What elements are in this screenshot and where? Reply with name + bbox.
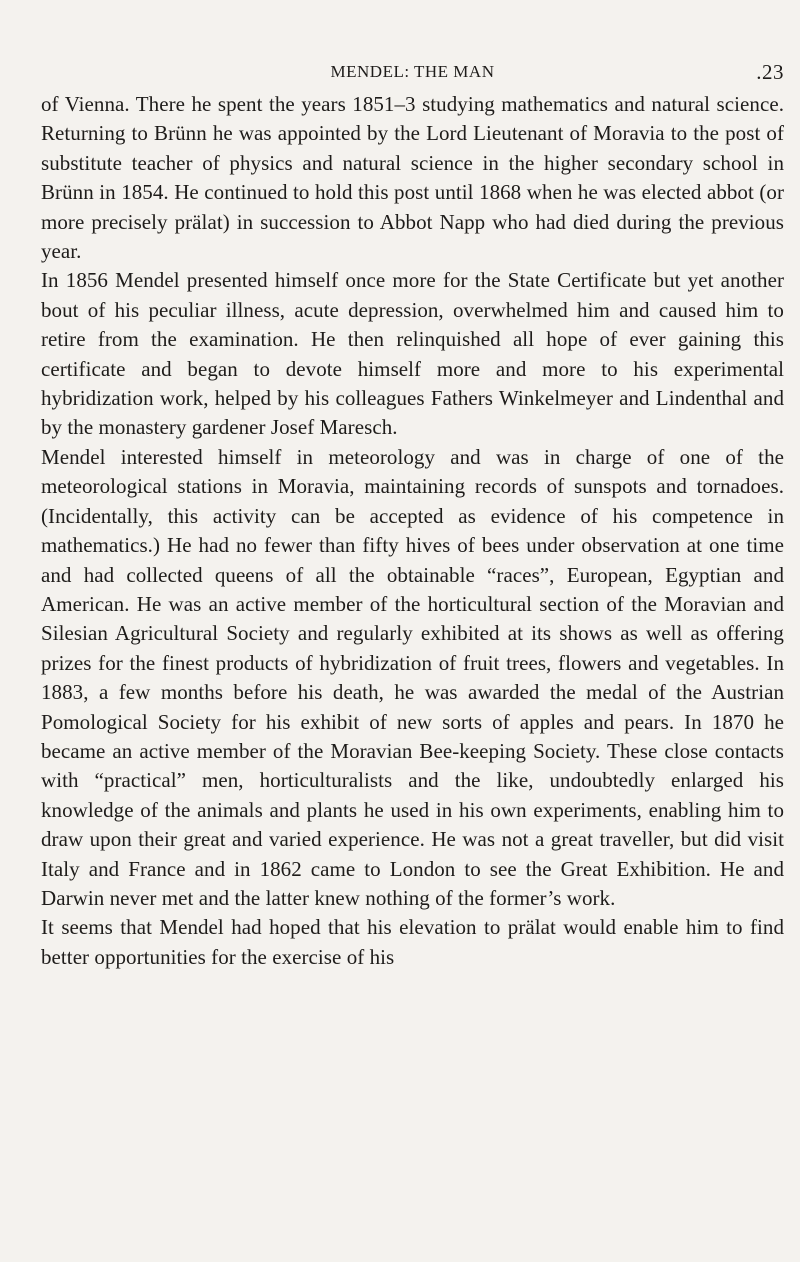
body-text xyxy=(41,90,784,972)
book-page xyxy=(41,60,784,972)
running-head xyxy=(41,60,784,90)
paragraph-2: In 1856 Mendel presented himself once more for the State Certificate but yet another bout of his peculiar illness, acute depression, overwhelmed him and caused him to retire from the examination. He then relinquished all hope of ever gaining this certificate and began to devote himself more and more to his experimental hybridization work, helped by his colleagues Fathers Winkelmeyer and Lindenthal and by the monastery gardener Josef Maresch. xyxy=(41,268,784,440)
paragraph-4: It seems that Mendel had hoped that his elevation to prälat would enable him to find better opportunities for the exercise of his xyxy=(41,915,784,969)
paragraph-3: Mendel interested himself in meteorology and was in charge of one of the meteorological stations in Moravia, maintaining records of sunspots and tornadoes. (Incidentally, this activity can be accepted as evidence of his competence in mathematics.) He had no fewer than fifty hives of bees under observation at one time and had collected queens of all the obtainable “races”, European, Egyptian and American. He was an active member of the horticultural section of the Moravian and Silesian Agricultural Society and regularly exhibited at its shows as well as offering prizes for the finest products of hybridization of fruit trees, flowers and vegetables. In 1883, a few months before his death, he was awarded the medal of the Austrian Pomological Society for his exhibit of new sorts of apples and pears. In 1870 he became an active member of the Moravian Bee-keeping Society. These close contacts with “practical” men, horticulturalists and the like, undoubtedly enlarged his knowledge of the animals and plants he used in his own experiments, enabling him to draw upon their great and varied experience. He was not a great traveller, but did visit Italy and France and in 1862 came to London to see the Great Exhibition. He and Darwin never met and the latter knew nothing of the former’s work. xyxy=(41,444,784,910)
running-title: MENDEL: THE MAN xyxy=(330,62,495,81)
paragraph-1: of Vienna. There he spent the years 1851–3 studying mathematics and natural science. Returning to Brünn he was appointed by the Lord Lieutenant of Moravia to the post of substitute teacher of physics and natural science in the higher secondary school in Brünn in 1854. He continued to hold this post until 1868 when he was elected abbot (or more precisely prälat) in succession to Abbot Napp who had died during the previous year. xyxy=(41,92,784,264)
page-number: .23 xyxy=(756,60,784,84)
